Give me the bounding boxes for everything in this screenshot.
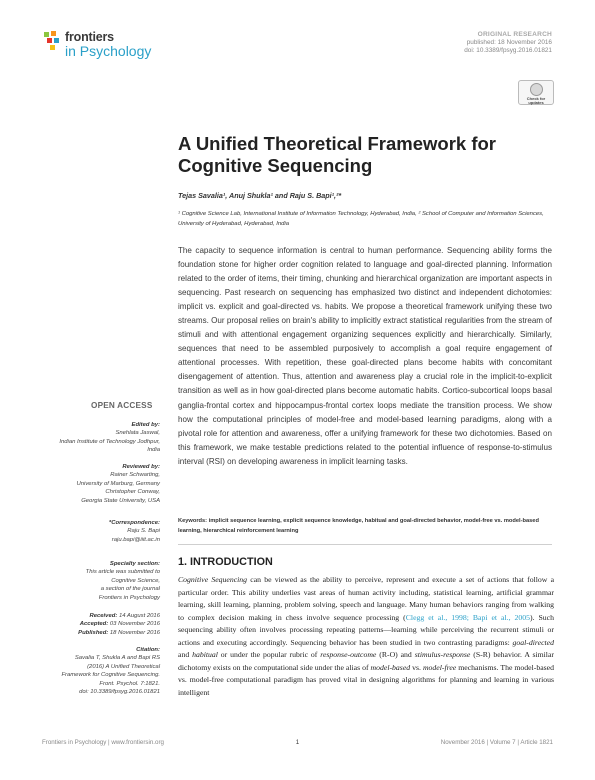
reviewer-line: Christopher Conway, [105,489,160,496]
edited-by-label: Edited by: [131,422,160,428]
journal-name-line1: frontiers [65,30,114,44]
reviewed-by-block [30,463,160,505]
abstract: The capacity to sequence information is central to human performance. Sequencing ability forms the foundation stone for higher order cognition related to language and goal-directed planning. Information related to the order of items, their timing, chunking and hierarchical organization are important aspects in sequencing. Past research on sequencing has emphasized two distinct and independent dichotomies: implicit vs. explicit and goal-directed vs. habits. We propose a theoretical framework unifying these two streams. Our proposal relies on brain's ability to implicitly extract statistical regularities from the stream of stimuli and with attentional engagement organizing sequences explicitly and hierarchically. Similarly, sequences that need to be assembled purposively to accomplish a goal require engagement of attentional processes. With repetition, these goal-directed plans become habits with concomitant disengagement of attention. Thus, attention and awareness play a crucial role in the implicit-to-explicit transition as well as in how goal-directed plans become automatic habits. Cortico-subcortical loops basal ganglia-frontal cortex and hippocampus-frontal cortex loops mediate the transition process. We show how the computational principles of model-free and model-based learning paradigms, along with a pivotal role for attention and awareness, offer a unifying framework for these two dichotomies. Based on this framework, we make testable predictions related to the potential influence of response-to-stimulus interval (RSI) on developing awareness in implicit learning tasks. [178,246,552,466]
citation-label: Citation: [136,647,160,653]
footer-journal[interactable]: Frontiers in Psychology | www.frontiersin.org [42,739,164,746]
citation-block [30,646,160,696]
editor-line: India [147,447,160,454]
editor-line: Snehlata Jaswal, [115,430,160,437]
citation-link[interactable]: Clegg et al., 1998; Bapi et al., 2005 [405,612,530,622]
citation-line[interactable]: doi: 10.3389/fpsyg.2016.01821 [79,689,160,696]
check-for-updates-button[interactable] [518,80,554,105]
correspondence-block [30,519,160,544]
affiliations: ¹ Cognitive Science Lab, International Institute of Information Technology, Hyderabad, India, ² School of Computer and Information Sciences, University of Hyderabad, Hyderabad, India [178,211,544,227]
journal-name-line2: in Psychology [65,43,152,59]
accepted-label: Accepted: [79,621,109,628]
divider [178,544,552,545]
edited-by-block [30,421,160,455]
received-label: Received: [89,613,118,619]
article-header-info [464,31,552,56]
author-list: Tejas Savalia¹, Anuj Shukla¹ and Raju S. Bapi¹,²* [178,191,342,200]
reviewer-line: Georgia State University, USA [81,497,160,504]
published-date-side: Published: 18 November 2016 [78,629,160,636]
citation-line: (2016) A Unified Theoretical [87,663,160,670]
correspondence-label: *Correspondence: [108,520,160,526]
section-heading: 1. INTRODUCTION [178,556,273,568]
specialty-line: a section of the journal [100,586,160,593]
open-access-label: OPEN ACCESS [91,401,153,410]
footer-issue: November 2016 | Volume 7 | Article 1821 [440,739,553,746]
accepted-date: Accepted: 03 November 2016 [79,621,160,628]
specialty-section-block [30,560,160,602]
article-doi: doi: 10.3389/fpsyg.2016.01821 [464,47,552,55]
lead-term: Cognitive Sequencing [178,575,248,584]
keywords-text: implicit sequence learning, explicit sequence knowledge, habitual and goal-directed behavior, model-free vs. model-based learning, hierarchical reinforcement learning [178,518,539,534]
journal-logo [42,30,192,80]
article-type: ORIGINAL RESEARCH [477,31,552,38]
citation-line: Savalia T, Shukla A and Bapi RS [74,655,160,662]
correspondence-name: Raju S. Bapi [127,528,160,535]
specialty-label: Specialty section: [109,561,160,567]
received-date: Received: 14 August 2016 [89,613,160,619]
specialty-line: This article was submitted to [85,569,160,576]
editor-line: Indian Institute of Technology Jodhpur, [59,438,160,445]
dates-block [30,612,160,637]
check-updates-label-1: Check for [526,96,546,101]
keywords [178,517,552,536]
citation-line: Front. Psychol. 7:1821. [99,680,160,687]
reviewer-line: University of Marburg, Germany [76,480,160,487]
specialty-line: Frontiers in Psychology [98,594,160,601]
check-updates-label-2: updates [528,100,544,106]
citation-line: Framework for Cognitive Sequencing. [61,672,160,679]
specialty-line: Cognitive Science, [111,577,160,584]
article-title: A Unified Theoretical Framework for Cognitive Sequencing [178,133,496,176]
reviewer-line: Rainer Schwarting, [110,472,160,479]
page-number: 1 [295,739,300,746]
check-updates-icon [530,83,543,96]
reviewed-by-label: Reviewed by: [122,464,160,470]
published-label: Published: [78,629,109,636]
correspondence-email[interactable]: raju.bapi@iiit.ac.in [111,536,160,543]
published-date: published: 18 November 2016 [466,39,552,47]
frontiers-logo-icon [42,30,64,52]
introduction-paragraph: Cognitive Sequencing can be viewed as the ability to perceive, represent and execute a set of actions that follow a particular order. This ability underlies vast areas of human activity including, statistical learning, artificial grammar learning, skill learning, planning, problem solving, speech and language. Many human behaviors ranging from walking to complex decision making in chess involve sequence processing (Clegg et al., 1998; Bapi et al., 2005). Such sequencing ability often involves processing repeating patterns—learning while perceiving the recurrent stimuli or actions and executing accordingly. Sequencing behavior has been studied in two contrasting paradigms: goal-directed and habitual or under the popular rubric of response-outcome (R-O) and stimulus-response (S-R) behavior. A similar dichotomy exists on the computational side under the alias of model-based vs. model-free mechanisms. The model-based vs. model-free computational paradigm has proved vital in designing algorithms for planning and learning in various intelligent [178,575,555,697]
keywords-label: Keywords: [178,518,208,524]
